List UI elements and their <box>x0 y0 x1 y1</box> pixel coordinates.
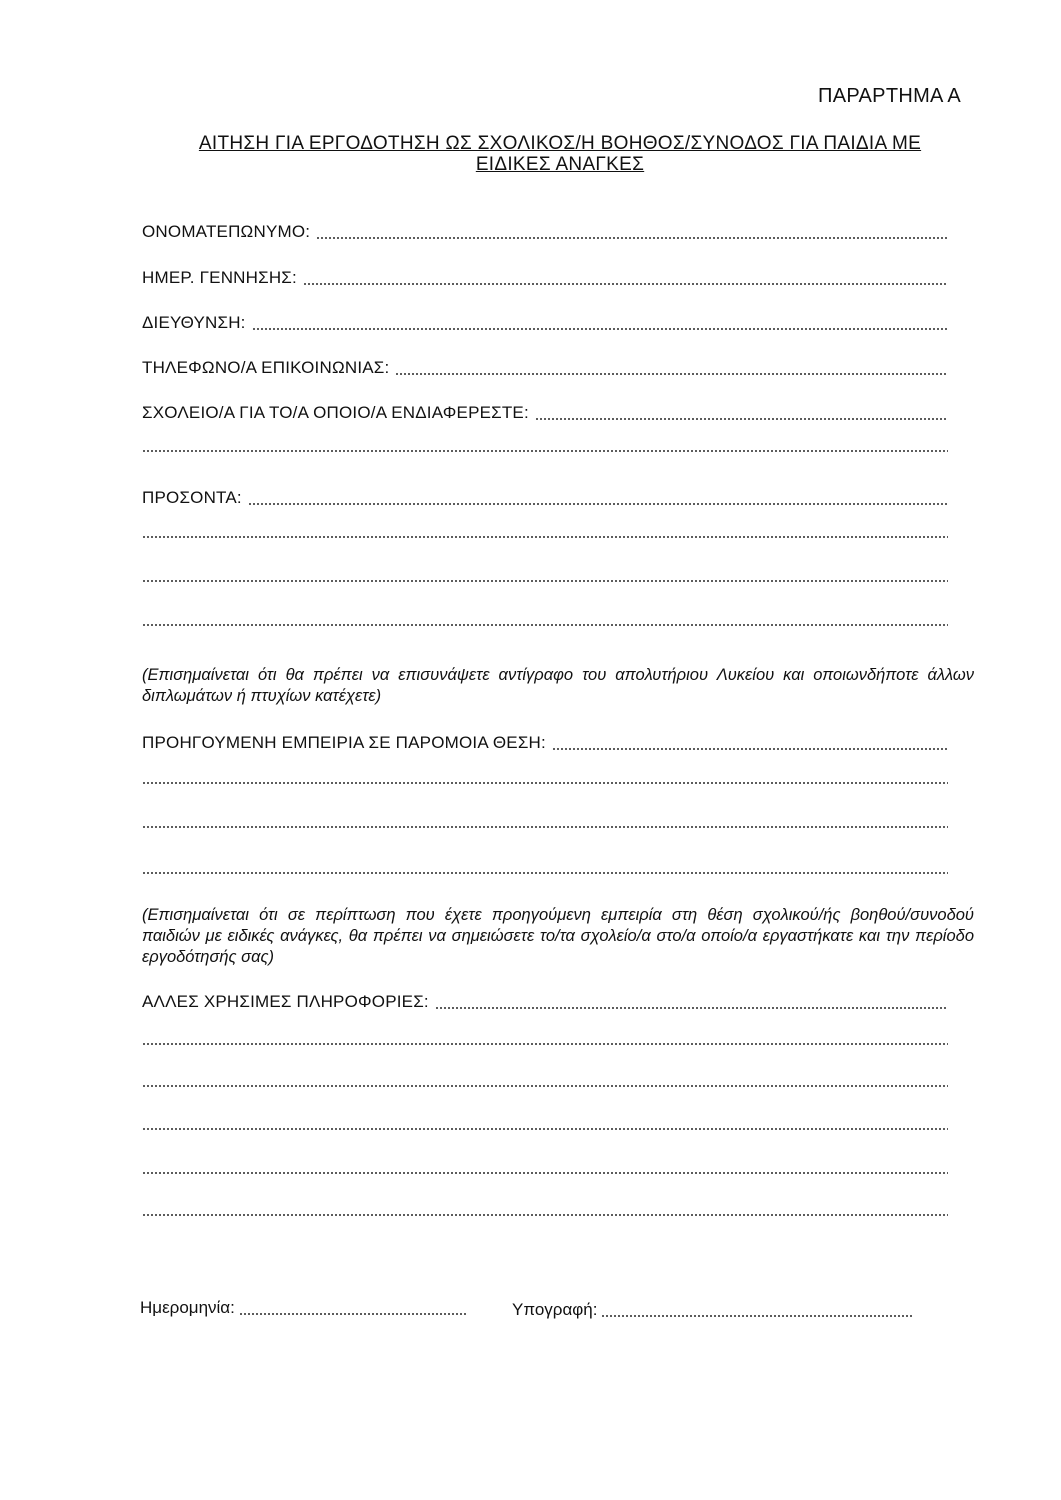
birth-date-label: ΗΜΕΡ. ΓΕΝΝΗΣΗΣ: <box>142 268 297 287</box>
qualifications-input-line[interactable] <box>248 503 948 505</box>
schools-continuation-line[interactable] <box>142 450 948 455</box>
experience-input-line-3[interactable] <box>142 826 948 828</box>
experience-field[interactable] <box>142 733 948 753</box>
qualifications-input-line-2[interactable] <box>142 536 948 538</box>
experience-line-2[interactable] <box>142 782 948 787</box>
phone-label: ΤΗΛΕΦΩΝΟ/Α ΕΠΙΚΟΙΝΩΝΙΑΣ: <box>142 358 390 377</box>
other-info-field[interactable] <box>142 992 948 1012</box>
address-input-line[interactable] <box>252 328 948 330</box>
form-title-line-2: ΕΙΔΙΚΕΣ ΑΝΑΓΚΕΣ <box>475 154 645 175</box>
qualifications-line-4[interactable] <box>142 624 948 629</box>
qualifications-note: (Επισημαίνεται ότι θα πρέπει να επισυνάψετε αντίγραφο του απολυτήριου Λυκείου και οποιωνδήποτε άλλων διπλωμάτων ή πτυχίων κατέχετε) <box>142 666 974 705</box>
qualifications-line-2[interactable] <box>142 536 948 541</box>
address-field[interactable] <box>142 313 948 333</box>
full-name-label: ΟΝΟΜΑΤΕΠΩΝΥΜΟ: <box>142 222 311 241</box>
form-title-line-1: ΑΙΤΗΣΗ ΓΙΑ ΕΡΓΟΔΟΤΗΣΗ ΩΣ ΣΧΟΛΙΚΟΣ/Η ΒΟΗΘΟΣ/ΣΥΝΟΔΟΣ ΓΙΑ ΠΑΙΔΙΑ ΜΕ <box>198 133 922 154</box>
other-info-input-line-4[interactable] <box>142 1128 948 1130</box>
schools-field[interactable] <box>142 403 948 423</box>
full-name-field[interactable] <box>142 222 948 242</box>
annex-label: ΠΑΡΑΡΤΗΜΑ Α <box>818 85 961 107</box>
other-info-line-3[interactable] <box>142 1085 948 1090</box>
full-name-input-line[interactable] <box>316 237 948 239</box>
experience-note: (Επισημαίνεται ότι σε περίπτωση που έχετε προηγούμενη εμπειρία στη θέση σχολικού/ής βοηθού/συνοδού παιδιών με ειδικές ανάγκες, θα πρέπει να σημειώσετε το/τα σχολείο/α στο/α οποίο/α εργαστήκατε και την περίοδο εργοδότησής σας) <box>142 906 974 966</box>
other-info-input-line-6[interactable] <box>142 1214 948 1216</box>
birth-date-input-line[interactable] <box>303 283 948 285</box>
other-info-input-line-2[interactable] <box>142 1043 948 1045</box>
signature-field[interactable] <box>512 1300 914 1320</box>
other-info-line-6[interactable] <box>142 1214 948 1219</box>
experience-label: ΠΡΟΗΓΟΥΜΕΝΗ ΕΜΠΕΙΡΙΑ ΣΕ ΠΑΡΟΜΟΙΑ ΘΕΣΗ: <box>142 733 546 752</box>
other-info-line-2[interactable] <box>142 1043 948 1048</box>
experience-line-4[interactable] <box>142 872 948 877</box>
other-info-line-4[interactable] <box>142 1128 948 1133</box>
qualifications-label: ΠΡΟΣΟΝΤΑ: <box>142 488 242 507</box>
date-input-line[interactable] <box>239 1313 466 1315</box>
phone-input-line[interactable] <box>395 373 948 375</box>
experience-input-line-2[interactable] <box>142 782 948 784</box>
other-info-label: ΑΛΛΕΣ ΧΡΗΣΙΜΕΣ ΠΛΗΡΟΦΟΡΙΕΣ: <box>142 992 429 1011</box>
date-label: Ημερομηνία: <box>140 1298 235 1317</box>
form-title <box>150 133 970 175</box>
qualifications-input-line-3[interactable] <box>142 580 948 582</box>
phone-field[interactable] <box>142 358 948 378</box>
schools-input-line[interactable] <box>535 418 948 420</box>
signature-label: Υπογραφή: <box>512 1300 598 1319</box>
schools-input-line-2[interactable] <box>142 450 948 452</box>
qualifications-input-line-4[interactable] <box>142 624 948 626</box>
experience-line-3[interactable] <box>142 826 948 831</box>
date-field[interactable] <box>140 1298 466 1318</box>
other-info-input-line-5[interactable] <box>142 1172 948 1174</box>
other-info-input-line-3[interactable] <box>142 1085 948 1087</box>
address-label: ΔΙΕΥΘΥΝΣΗ: <box>142 313 246 332</box>
experience-input-line[interactable] <box>552 748 948 750</box>
schools-label: ΣΧΟΛΕΙΟ/Α ΓΙΑ ΤΟ/Α ΟΠΟΙΟ/Α ΕΝΔΙΑΦΕΡΕΣΤΕ: <box>142 403 529 422</box>
qualifications-field[interactable] <box>142 488 948 508</box>
qualifications-line-3[interactable] <box>142 580 948 585</box>
signature-input-line[interactable] <box>601 1315 914 1317</box>
experience-input-line-4[interactable] <box>142 872 948 874</box>
other-info-input-line[interactable] <box>435 1007 948 1009</box>
birth-date-field[interactable] <box>142 268 948 288</box>
other-info-line-5[interactable] <box>142 1172 948 1177</box>
